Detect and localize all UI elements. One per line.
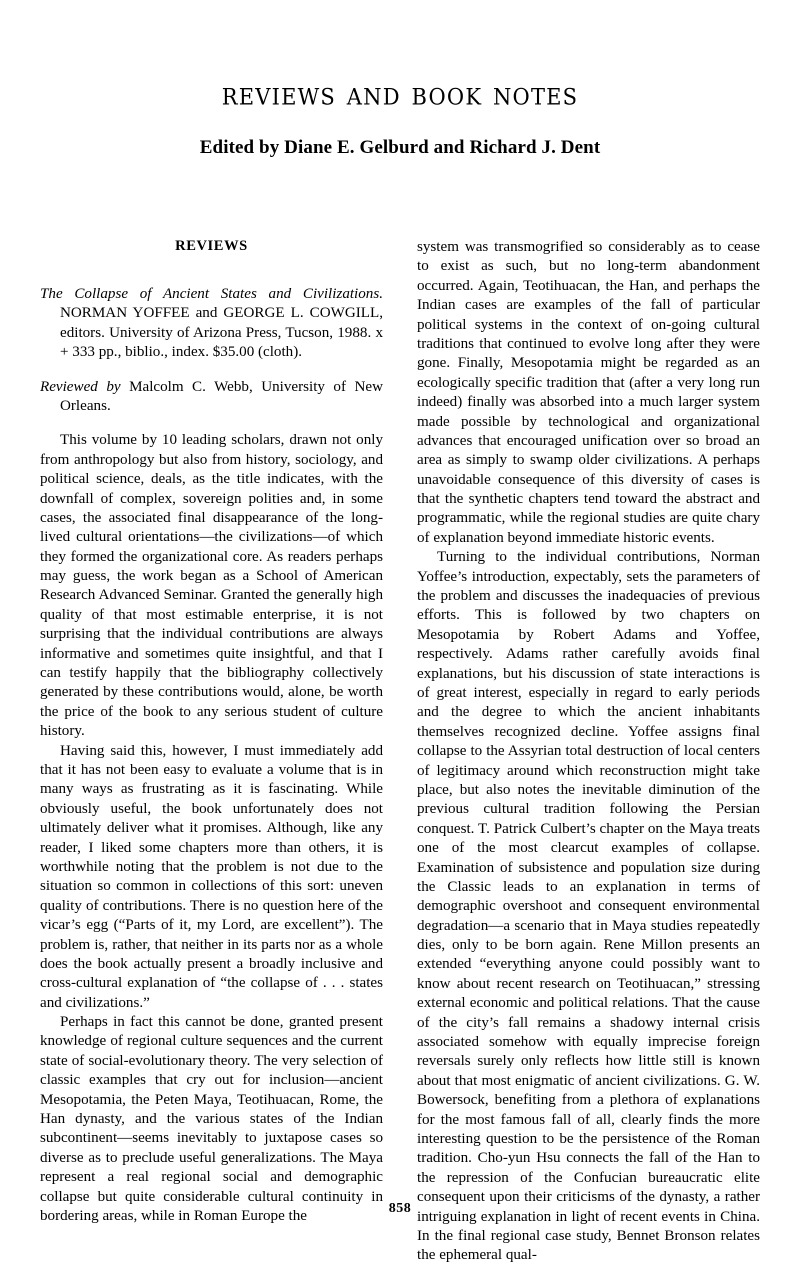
- reviewer-line: [40, 378, 383, 417]
- reviewer-name: Malcolm C. Webb, University of New Orleans.: [60, 378, 383, 414]
- body-paragraph: system was transmogrified so considerably as to cease to exist as such, but no long-term abandonment occurred. Again, Teotihuacan, the Han, and perhaps the Indian cases are examples of the fall of particular political systems in the context of on-going cultural traditions that continued to evolve long after they were gone. Finally, Mesopotamia might be regarded as an ecologically specific tradition that (after a very long run indeed) finally was absorbed into a much larger system made possible by technological and organizational advances that encouraged unification over so broad an area as simply to swamp older civilizations. A perhaps unavoidable consequence of this diversity of cases is that the synthetic chapters tend toward the abstract and programmatic, while the regional studies are quite chary of explanation beyond immediate historic events.: [417, 239, 760, 546]
- two-column-body: [40, 238, 760, 1266]
- body-paragraph: Having said this, however, I must immediately add that it has not been easy to evaluate a volume that is in many ways as frustrating as it is fascinating. While obviously useful, the book unfortunately does not ultimately deliver what it promises. Although, like any reader, I liked some chapters more than others, it is worthwhile noting that the problem is not due to the situation so common in collections of this sort: uneven quality of contributions. There is no question here of the vicar’s egg (“Parts of it, my Lord, are excellent”). The problem is, rather, that neither in its parts nor as a whole does the book actually present a broadly inclusive and cross-cultural explanation of “the collapse of . . . states and civilizations.”: [40, 742, 383, 1011]
- body-paragraph: Turning to the individual contributions, Norman Yoffee’s introduction, expectably, sets the parameters of the problem and discusses the inadequacies of previous efforts. This is followed by two chapters on Mesopotamia by Robert Adams and Yoffee, respectively. Adams rather carefully avoids final explanations, but his discussion of state interactions is of great interest, especially in regard to early periods and the degree to which the ancient inhabitants themselves recognized decline. Yoffee assigns final collapse to the Assyrian total destruction of local centers of legitimacy around which reconstruction might take place, but also notes the inevitable diminution of the previous cultural tradition following the Persian conquest. T. Patrick Culbert’s chapter on the Maya treats one of the most clearcut examples of collapse. Examination of subsistence and population size during the Classic leads to an explanation in terms of demographic overshoot and consequent environmental degradation—a scenario that in Maya studies repeatedly dies, only to be born again. Rene Millon presents an extended “everything anyone could possibly want to know about recent research on Teotihuacan,” stressing external economic and political relations. That the cause of the city’s fall remains a shadowy internal crisis associated somehow with equally imprecise foreign reversals surely only reflects how little still is known about that most enigmatic of ancient civilizations. G. W. Bowersock, benefiting from a plethora of explanations for the most famous fall of all, clearly finds the more interesting question to be the persistence of the Roman tradition. Cho-yun Hsu connects the fall of the Han to the repression of the Confucian bureaucratic elite consequent upon their criticisms of the dynasty, a rather intriguing explanation in light of recent events in China. In the final regional case study, Bennet Bronson relates the ephemeral qual-: [417, 549, 760, 1264]
- body-paragraph: Perhaps in fact this cannot be done, granted present knowledge of regional culture sequences and the current state of social-evolutionary theory. The very selection of classic examples that cry out for inclusion—ancient Mesopotamia, the Peten Maya, Teotihuacan, Rome, the Han dynasty, and the various states of the Indian subcontinent—seems inevitably to juxtapose cases so diverse as to preclude useful generalizations. The Maya represent a real regional social and demographic collapse but quite considerable cultural continuity in bordering areas, while in Roman Europe the: [40, 1014, 383, 1224]
- page-number: 858: [388, 1201, 412, 1216]
- section-heading-reviews: REVIEWS: [175, 238, 248, 254]
- body-paragraph: This volume by 10 leading scholars, drawn not only from anthropology but also from history, sociology, and political science, deals, as the title indicates, with the downfall of complex, sovereign polities and, in some cases, the associated final disappearance of the long-lived cultural orientations—the civilizations—of which they formed the organizational core. As readers perhaps may guess, the work began as a School of American Research Advanced Seminar. Granted the generally high quality of that most estimable enterprise, it is not surprising that the individual contributions are always informative and sometimes quite insightful, and that I can testify happily that the bibliography collectively generated by these contributions would, alone, be worth the price of the book to any serious student of culture history.: [40, 432, 383, 740]
- editors-line: Edited by Diane E. Gelburd and Richard J. Dent: [199, 137, 601, 158]
- reviewed-by-label: Reviewed by: [40, 378, 121, 395]
- page-title: reviews and book notes: [221, 75, 579, 114]
- left-column: [40, 238, 383, 1266]
- book-title: The Collapse of Ancient States and Civilizations.: [40, 286, 383, 302]
- right-column: [417, 238, 760, 1266]
- book-citation-details: NORMAN YOFFEE and GEORGE L. COWGILL, editors. University of Arizona Press, Tucson, 1988. x + 333 pp., biblio., index. $35.00 (cloth).: [60, 305, 383, 361]
- masthead: [0, 0, 800, 159]
- book-citation: [40, 285, 383, 363]
